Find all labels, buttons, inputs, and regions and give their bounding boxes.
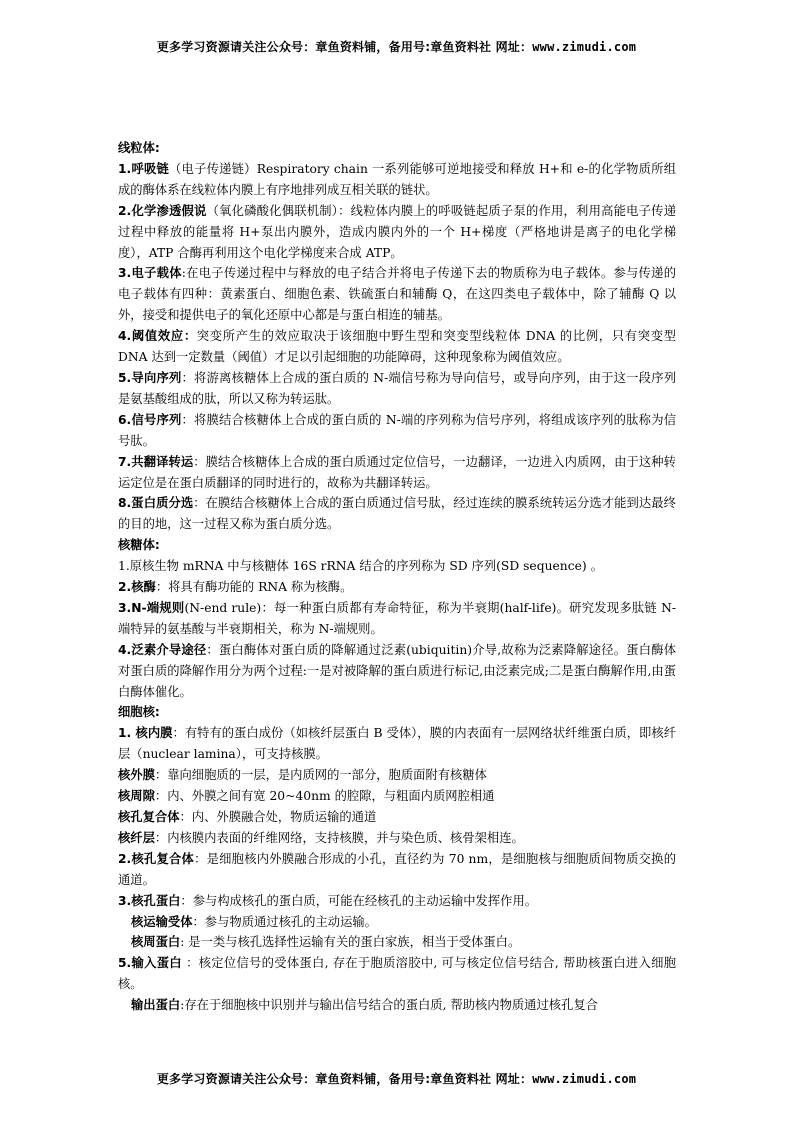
definition-paragraph xyxy=(118,932,676,953)
definition-paragraph xyxy=(118,765,676,786)
definition-paragraph xyxy=(118,849,676,891)
definition-paragraph xyxy=(118,556,676,577)
definition-term: 3.N-端规则 xyxy=(118,600,185,615)
definition-paragraph xyxy=(118,598,676,640)
definition-text: ：有特有的蛋白成份（如核纤层蛋白 B 受体），膜的内表面有一层网络状纤维蛋白质，即核纤层（nuclear lamina），可支持核膜。 xyxy=(118,726,676,762)
definition-paragraph xyxy=(118,807,676,828)
header-banner xyxy=(0,38,793,55)
section-heading: 细胞核: xyxy=(118,705,160,720)
definition-text: ：是细胞核内外膜融合形成的小孔，直径约为 70 nm，是细胞核与细胞质间物质交换的通道。 xyxy=(118,851,677,887)
definition-text: ：将游离核糖体上合成的蛋白质的 N-端信号称为导向信号，或导向序列，由于这一段序列是氨基酸组成的肽，所以又称为转运肽。 xyxy=(118,370,676,406)
definition-paragraph xyxy=(118,891,676,912)
footer-banner-text: 更多学习资源请关注公众号：章鱼资料铺，备用号:章鱼资料社 网址： xyxy=(156,1072,533,1086)
definition-paragraph xyxy=(118,452,676,494)
definition-paragraph xyxy=(118,493,676,535)
definition-text: 1.原核生物 mRNA 中与核糖体 16S rRNA 结合的序列称为 SD 序列(SD sequence) 。 xyxy=(118,559,603,574)
definition-term: 8.蛋白质分选 xyxy=(118,496,194,511)
definition-paragraph xyxy=(118,912,676,933)
definition-term: 7.共翻译转运 xyxy=(118,454,194,469)
definition-term: 4.阈值效应： xyxy=(118,329,197,344)
header-banner-text: 更多学习资源请关注公众号：章鱼资料铺，备用号:章鱼资料社 网址： xyxy=(156,40,533,54)
definition-text: ：蛋白酶体对蛋白质的降解通过泛素(ubiquitin)介导,故称为泛素降解途径。蛋白酶体对蛋白质的降解作用分为两个过程:一是对被降解的蛋白质进行标记,由泛素完成;二是蛋白酶解作用,由蛋白酶体催化。 xyxy=(118,642,677,699)
definition-text: ：内核膜内表面的纤维网络，支持核膜，并与染色质、核骨架相连。 xyxy=(154,830,524,845)
definition-text: :在电子传递过程中与释放的电子结合并将电子传递下去的物质称为电子载体。参与传递的电子载体有四种：黄素蛋白、细胞色素、铁硫蛋白和辅酶 Q，在这四类电子载体中，除了辅酶 Q 以外，接受和提供电子的氧化还原中心都是与蛋白相连的辅基。 xyxy=(118,266,676,323)
definition-term: 2.化学渗透假说 xyxy=(118,203,207,218)
definition-paragraph xyxy=(118,723,676,765)
definition-paragraph xyxy=(118,201,676,264)
section-heading: 核糖体: xyxy=(118,538,160,553)
definition-text: ：将膜结合核糖体上合成的蛋白质的 N-端的序列称为信号序列，将组成该序列的肽称为信号肽。 xyxy=(118,412,676,448)
footer-banner-url[interactable]: www.zimudi.com xyxy=(532,1072,637,1086)
definition-text: ：膜结合核糖体上合成的蛋白质通过定位信号，一边翻译，一边进入内质网，由于这种转运定位是在蛋白质翻译的同时进行的，故称为共翻译转运。 xyxy=(118,454,676,490)
definition-paragraph xyxy=(118,410,676,452)
definition-term: 核周蛋白 xyxy=(131,935,181,950)
definition-term: 核纤层 xyxy=(118,830,155,845)
definition-term: 2.核孔复合体 xyxy=(118,851,195,866)
definition-term: 核周隙 xyxy=(118,789,155,804)
definition-text: （氧化磷酸化偶联机制）：线粒体内膜上的呼吸链起质子泵的作用，利用高能电子传递过程中释放的能量将 H+泵出内膜外，造成内膜内外的一个 H+梯度（严格地讲是离子的电化学梯度），ATP 合酶再利用这个电化学梯度来合成 ATP。 xyxy=(118,203,676,260)
definition-term: 核外膜 xyxy=(118,768,155,783)
definition-paragraph xyxy=(118,368,676,410)
definition-term: 6.信号序列 xyxy=(118,412,182,427)
definition-term: 1. 核内膜 xyxy=(118,726,173,741)
definition-text: ：在膜结合核糖体上合成的蛋白质通过信号肽，经过连续的膜系统转运分选才能到达最终的目的地，这一过程又称为蛋白质分选。 xyxy=(118,496,676,532)
definition-text: (N-end rule)：每一种蛋白质都有寿命特征，称为半衰期(half-life)。研究发现多肽链 N-端特异的氨基酸与半衰期相关，称为 N-端规则。 xyxy=(118,600,677,636)
definition-text: :存在于细胞核中识别并与输出信号结合的蛋白质, 帮助核内物质通过核孔复合 xyxy=(180,998,598,1013)
definition-term: 4.泛素介导途径 xyxy=(118,642,207,657)
definition-term: 5.输入蛋白 xyxy=(118,956,182,971)
document-body xyxy=(118,138,676,1016)
definition-term: 1.呼吸链 xyxy=(118,161,170,176)
definition-paragraph xyxy=(118,640,676,703)
definition-text: ：靠向细胞质的一层，是内质网的一部分，胞质面附有核糖体 xyxy=(154,768,487,783)
definition-paragraph xyxy=(118,326,676,368)
definition-term: 输出蛋白 xyxy=(131,998,181,1013)
definition-paragraph xyxy=(118,263,676,326)
definition-paragraph xyxy=(118,159,676,201)
definition-text: 突变所产生的效应取决于该细胞中野生型和突变型线粒体 DNA 的比例，只有突变型 DNA 达到一定数量（阈值）才足以引起细胞的功能障碍，这种现象称为阈值效应。 xyxy=(118,329,676,365)
definition-term: 核孔复合体 xyxy=(118,810,180,824)
definition-term: 5.导向序列 xyxy=(118,370,182,385)
definition-text: ：内、外膜融合处，物质运输的通道 xyxy=(179,810,377,824)
definition-text: ：将具有酶功能的 RNA 称为核酶。 xyxy=(155,580,353,595)
definition-text: ：内、外膜之间有宽 20~40nm 的腔隙，与粗面内质网腔相通 xyxy=(154,789,495,804)
definition-paragraph xyxy=(118,577,676,598)
definition-term: 3.核孔蛋白 xyxy=(118,893,181,908)
definition-term: 核运输受体 xyxy=(131,914,193,929)
definition-paragraph xyxy=(118,786,676,807)
section-heading: 线粒体: xyxy=(118,141,160,155)
header-banner-url[interactable]: www.zimudi.com xyxy=(532,40,637,54)
definition-term: 3.电子载体 xyxy=(118,266,182,281)
footer-banner xyxy=(0,1070,793,1087)
definition-paragraph xyxy=(118,828,676,849)
definition-text: ：核定位信号的受体蛋白, 存在于胞质溶胶中, 可与核定位信号结合, 帮助核蛋白进入细胞核。 xyxy=(118,956,676,992)
definition-text: （电子传递链）Respiratory chain 一系列能够可逆地接受和释放 H+和 e-的化学物质所组成的酶体系在线粒体内膜上有序地排列成互相关联的链状。 xyxy=(118,161,676,197)
definition-text: ：参与构成核孔的蛋白质，可能在经核孔的主动运输中发挥作用。 xyxy=(180,893,538,908)
definition-term: 2.核酶 xyxy=(118,580,156,595)
definition-paragraph xyxy=(118,995,676,1016)
definition-paragraph xyxy=(118,953,676,995)
definition-text: : 是一类与核孔选择性运输有关的蛋白家族，相当于受体蛋白。 xyxy=(180,935,521,950)
definition-text: ：参与物质通过核孔的主动运输。 xyxy=(192,914,377,929)
